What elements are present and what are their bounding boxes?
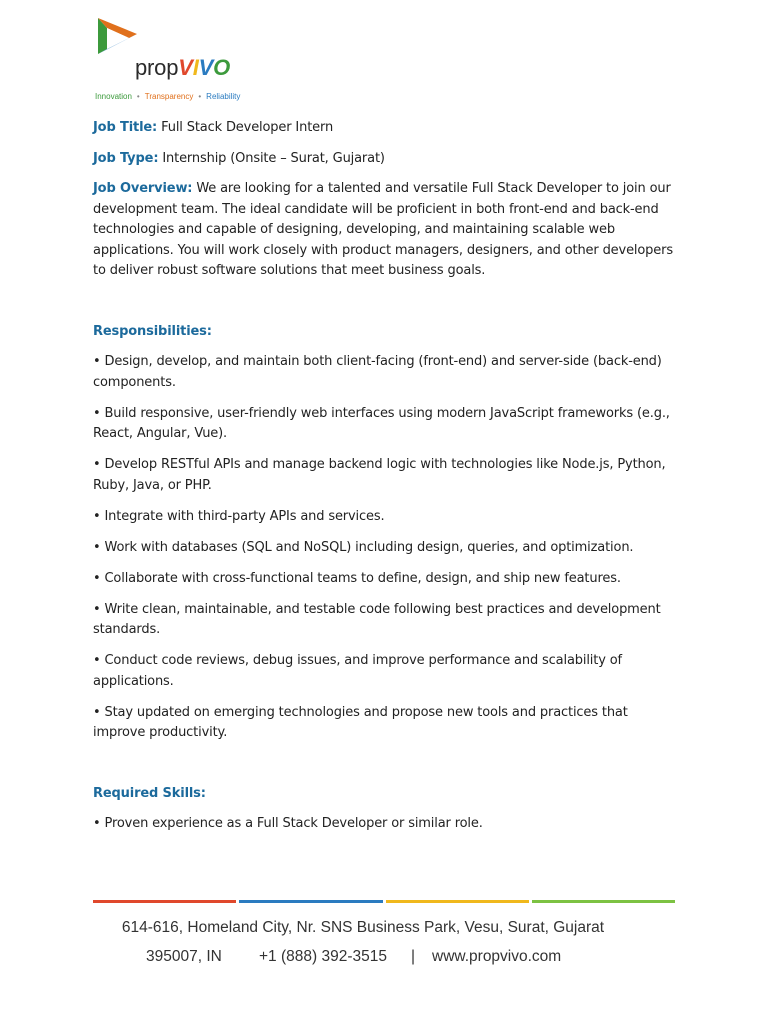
list-item: • Work with databases (SQL and NoSQL) including design, queries, and optimization. [93,539,634,555]
required-skills-heading: Required Skills: [93,785,206,801]
tagline-innovation: Innovation [95,92,132,101]
job-overview-label: Job Overview: [93,181,193,196]
footer-color-rule [93,900,675,903]
rule-segment-green [532,900,675,903]
tagline-separator: • [198,92,202,101]
list-item: • Build responsive, user-friendly web interfaces using modern JavaScript frameworks (e.g., React, Angular, Vue). [93,405,670,441]
tagline-separator: • [136,92,140,101]
play-logo-icon [95,14,139,60]
job-description [93,118,673,845]
job-title-field [93,118,673,139]
list-item: • Proven experience as a Full Stack Developer or similar role. [93,816,483,831]
job-overview-value: We are looking for a talented and versatile Full Stack Developer to join our development team. The ideal candidate will be proficient in both front-end and back-end technologies and capable of designing, developing, and maintaining scalable web applications. You will work closely with product managers, designers, and other developers to deliver robust software solutions that meet business goals. [93,181,673,278]
rule-segment-yellow [386,900,529,903]
list-item: • Stay updated on emerging technologies and propose new tools and practices that improve productivity. [93,704,628,740]
tagline-transparency: Transparency [144,92,194,101]
footer-separator: | [411,948,416,965]
job-title-label: Job Title: [93,120,158,135]
required-skills-list [93,814,673,835]
list-item: • Write clean, maintainable, and testable code following best practices and development standards. [93,601,661,637]
rule-segment-blue [239,900,382,903]
responsibilities-list [93,352,673,744]
propvivo-logo [95,14,255,101]
job-type-value: Internship (Onsite – Surat, Gujarat) [162,150,385,166]
list-item: • Design, develop, and maintain both client-facing (front-end) and server-side (back-end) components. [93,354,662,390]
list-item: • Develop RESTful APIs and manage backend logic with technologies like Node.js, Python, Ruby, Java, or PHP. [93,457,666,493]
footer-phone: +1 (888) 392-3515 [259,948,387,965]
job-type-field [93,149,673,170]
job-type-label: Job Type: [93,150,159,166]
footer-address-line: 614-616, Homeland City, Nr. SNS Business Park, Vesu, Surat, Gujarat [121,919,605,936]
footer-website-link[interactable]: www.propvivo.com [432,948,562,965]
tagline [95,92,240,102]
job-overview-field [93,179,673,282]
footer-postal: 395007, IN [146,948,222,965]
wordmark-suffix: VIVO [178,55,231,80]
rule-segment-red [93,900,236,903]
list-item: • Collaborate with cross-functional teams to define, design, and ship new features. [93,570,621,586]
job-title-value: Full Stack Developer Intern [161,120,334,135]
tagline-reliability: Reliability [206,92,241,101]
wordmark-prefix: prop [135,55,179,80]
list-item: • Conduct code reviews, debug issues, and improve performance and scalability of applications. [93,653,622,689]
wordmark [135,56,230,80]
responsibilities-heading: Responsibilities: [93,323,212,339]
list-item: • Integrate with third-party APIs and services. [93,508,385,524]
